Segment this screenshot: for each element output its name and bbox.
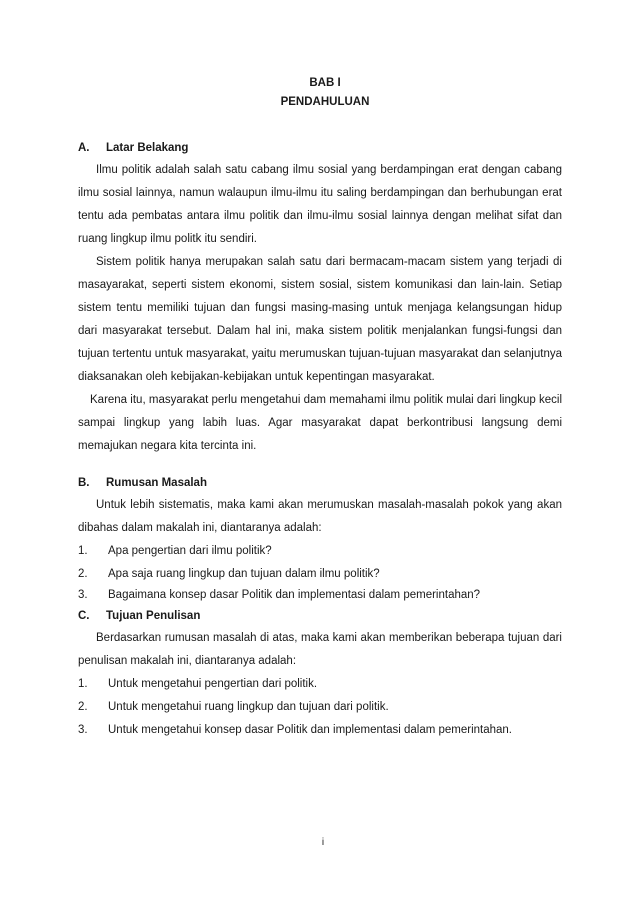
list-text: Bagaimana konsep dasar Politik dan implementasi dalam pemerintahan?	[108, 589, 481, 601]
list-number: 2.	[78, 701, 88, 713]
section-tujuan-penulisan	[78, 605, 562, 742]
section-heading	[78, 472, 562, 494]
section-letter: B.	[78, 477, 90, 489]
list-item	[78, 696, 562, 719]
page-number: i	[321, 837, 325, 848]
section-gap	[78, 458, 562, 472]
paragraph: Ilmu politik adalah salah satu cabang ilmu sosial yang berdampingan erat dengan cabang ilmu sosial lainnya, namun walaupun ilmu-ilmu itu saling berdampingan dan berhubungan erat tentu ada pembatas antara ilmu politik dan ilmu-ilmu sosial lainnya dengan melihat sifat dan ruang lingkup ilmu politk itu sendiri.	[78, 164, 562, 245]
section-latar-belakang	[78, 137, 562, 458]
list-item	[78, 540, 562, 563]
section-heading	[78, 137, 562, 159]
list-item	[78, 563, 562, 586]
list-item	[78, 673, 562, 696]
chapter-title: PENDAHULUAN	[280, 96, 370, 108]
list-number: 2.	[78, 568, 88, 580]
section-rumusan-masalah	[78, 472, 562, 605]
section-letter: A.	[78, 142, 90, 154]
section-title-text: Tujuan Penulisan	[106, 610, 201, 622]
list-item	[78, 586, 562, 605]
section-heading	[78, 605, 562, 627]
paragraph: Untuk lebih sistematis, maka kami akan merumuskan masalah-masalah pokok yang akan dibahas dalam makalah ini, diantaranya adalah:	[78, 499, 562, 534]
list-item	[78, 719, 562, 742]
list-text: Untuk mengetahui ruang lingkup dan tujuan dari politik.	[108, 701, 389, 713]
list-number: 3.	[78, 724, 88, 736]
list-text: Apa pengertian dari ilmu politik?	[108, 545, 272, 557]
list-text: Untuk mengetahui pengertian dari politik.	[108, 678, 318, 690]
paragraph: Sistem politik hanya merupakan salah satu dari bermacam-macam sistem yang terjadi di masayarakat, seperti sistem ekonomi, sistem sosial, sistem komunikasi dan lain-lain. Setiap sistem tentu memiliki tujuan dan fungsi masing-masing untuk menjaga kelangsungan hidup dari masyarakat tersebut. Dalam hal ini, maka sistem politik menjalankan fungsi-fungsi dan tujuan tertentu untuk masyarakat, yaitu merumuskan tujuan-tujuan masyarakat dan selanjutnya diaksanakan oleh kebijakan-kebijakan untuk kepentingan masyarakat.	[78, 256, 562, 383]
list-number: 1.	[78, 545, 88, 557]
list-text: Untuk mengetahui konsep dasar Politik dan implementasi dalam pemerintahan.	[108, 724, 513, 736]
paragraph: Berdasarkan rumusan masalah di atas, maka kami akan memberikan beberapa tujuan dari penulisan makalah ini, diantaranya adalah:	[78, 632, 562, 667]
section-title-text: Latar Belakang	[106, 142, 189, 154]
document-body	[78, 137, 562, 742]
paragraph: Karena itu, masyarakat perlu mengetahui dam memahami ilmu politik mulai dari lingkup kecil sampai lingkup yang labih luas. Agar masyarakat dapat berkontribusi langsung demi memajukan negara kita tercinta ini.	[78, 394, 562, 452]
list-number: 1.	[78, 678, 88, 690]
section-letter: C.	[78, 610, 90, 622]
list-number: 3.	[78, 589, 88, 601]
list-text: Apa saja ruang lingkup dan tujuan dalam ilmu politik?	[108, 568, 380, 580]
section-title-text: Rumusan Masalah	[106, 477, 207, 489]
chapter-label: BAB I	[309, 77, 341, 89]
